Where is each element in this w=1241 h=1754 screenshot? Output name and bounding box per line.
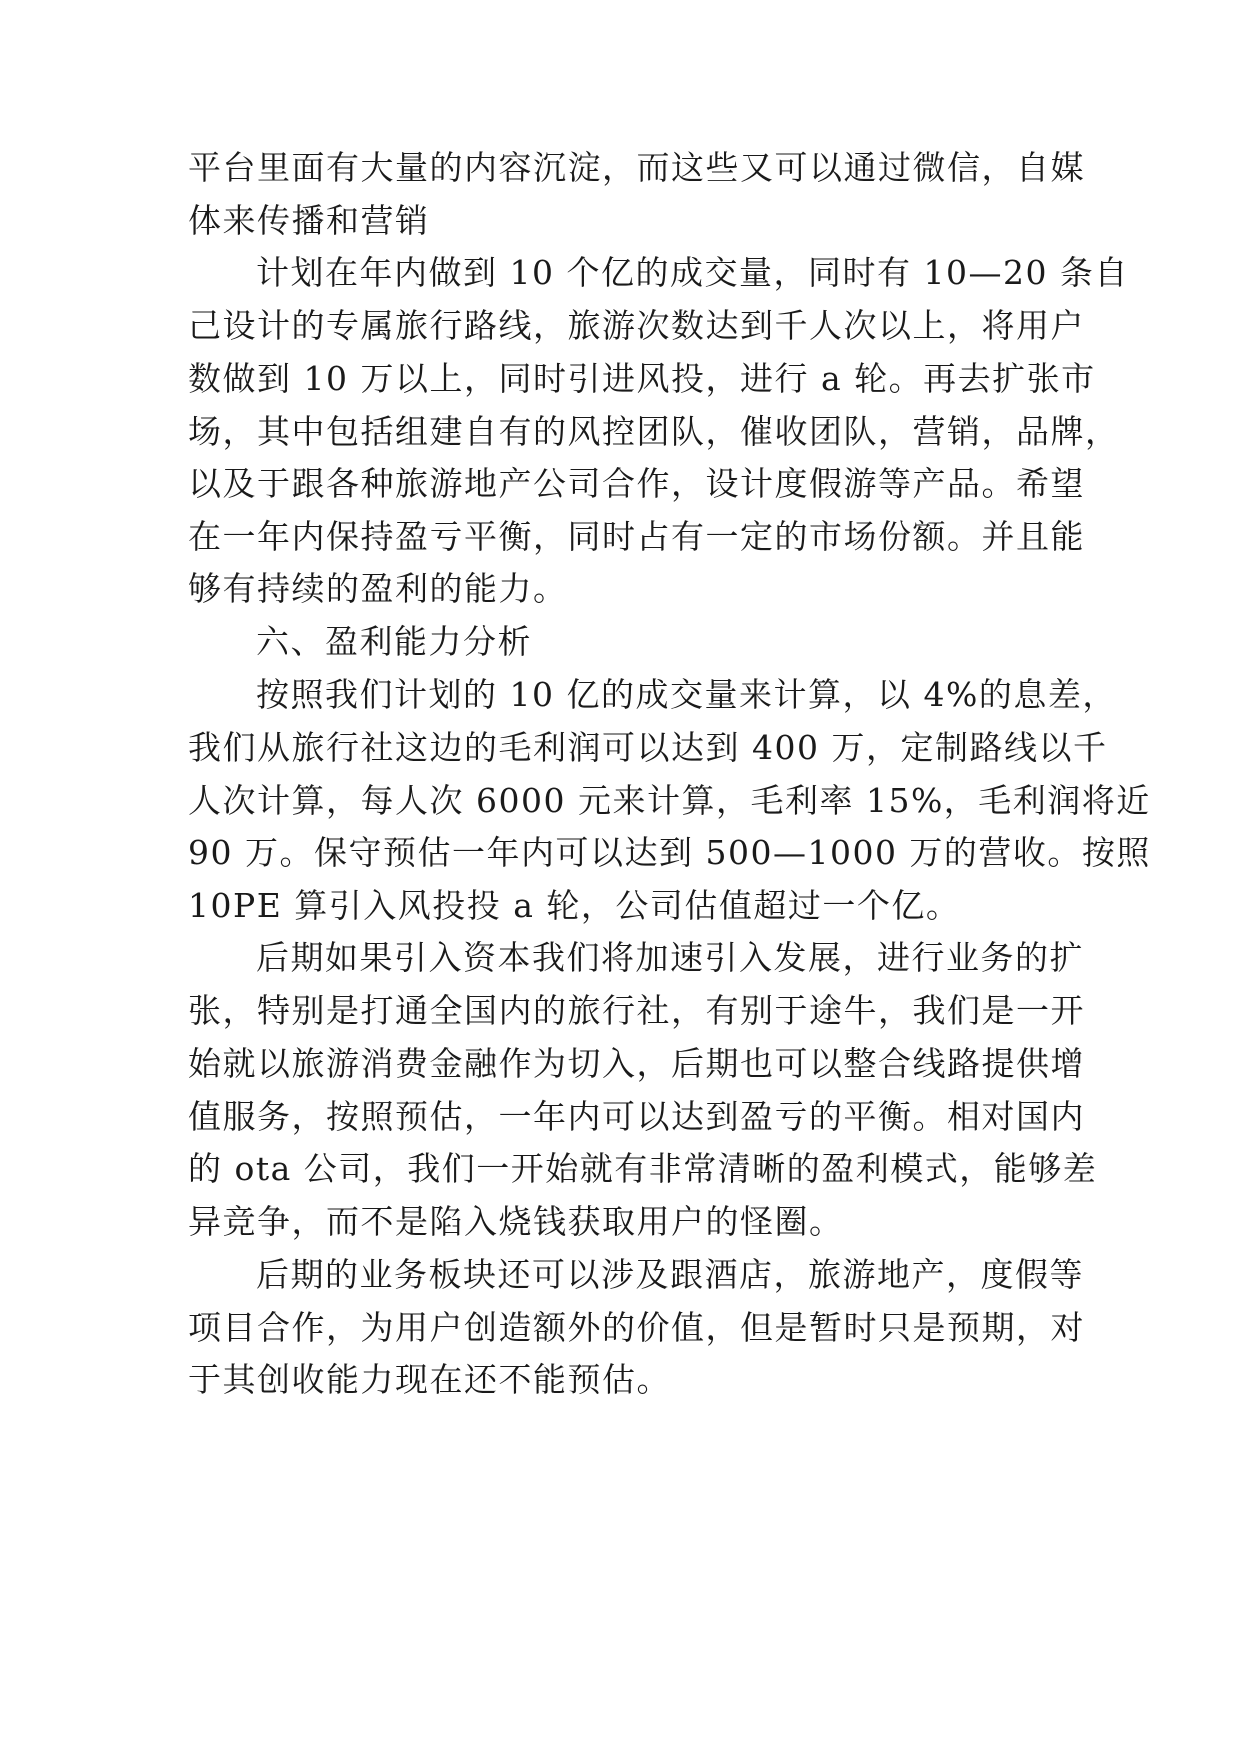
text-line-18: 始就以旅游消费金融作为切入，后期也可以整合线路提供增 — [188, 1044, 1085, 1083]
text-line-23: 项目合作，为用户创造额外的价值，但是暂时只是预期，对 — [188, 1308, 1085, 1347]
text-line-16: 后期如果引入资本我们将加速引入发展，进行业务的扩 — [256, 938, 1084, 977]
text-line-13: 人次计算，每人次 6000 元来计算，毛利率 15%，毛利润将近 — [188, 781, 1151, 820]
text-line-11: 按照我们计划的 10 亿的成交量来计算，以 4%的息差， — [256, 675, 1117, 714]
text-line-19: 值服务，按照预估，一年内可以达到盈亏的平衡。相对国内 — [188, 1097, 1085, 1136]
text-line-22: 后期的业务板块还可以涉及跟酒店，旅游地产，度假等 — [256, 1255, 1084, 1294]
text-line-2: 体来传播和营销 — [188, 201, 430, 240]
text-line-6: 场，其中包括组建自有的风控团队，催收团队，营销，品牌， — [188, 412, 1120, 451]
section-heading: 六、盈利能力分析 — [256, 622, 532, 661]
text-line-17: 张，特别是打通全国内的旅行社，有别于途牛，我们是一开 — [188, 991, 1085, 1030]
text-line-3: 计划在年内做到 10 个亿的成交量，同时有 10—20 条自 — [256, 253, 1129, 292]
text-line-1: 平台里面有大量的内容沉淀，而这些又可以通过微信，自媒 — [188, 148, 1085, 187]
text-line-15: 10PE 算引入风投投 a 轮，公司估值超过一个亿。 — [188, 886, 961, 925]
text-line-20: 的 ota 公司，我们一开始就有非常清晰的盈利模式，能够差 — [188, 1149, 1098, 1188]
text-line-4: 己设计的专属旅行路线，旅游次数达到千人次以上，将用户 — [188, 306, 1085, 345]
text-line-14: 90 万。保守预估一年内可以达到 500—1000 万的营收。按照 — [188, 833, 1151, 872]
text-line-24: 于其创收能力现在还不能预估。 — [188, 1360, 671, 1399]
text-line-9: 够有持续的盈利的能力。 — [188, 569, 568, 608]
text-line-21: 异竞争，而不是陷入烧钱获取用户的怪圈。 — [188, 1202, 844, 1241]
text-line-8: 在一年内保持盈亏平衡，同时占有一定的市场份额。并且能 — [188, 517, 1085, 556]
text-line-5: 数做到 10 万以上，同时引进风投，进行 a 轮。再去扩张市 — [188, 359, 1096, 398]
text-line-7: 以及于跟各种旅游地产公司合作，设计度假游等产品。希望 — [188, 464, 1085, 503]
text-line-12: 我们从旅行社这边的毛利润可以达到 400 万，定制路线以千 — [188, 728, 1108, 767]
